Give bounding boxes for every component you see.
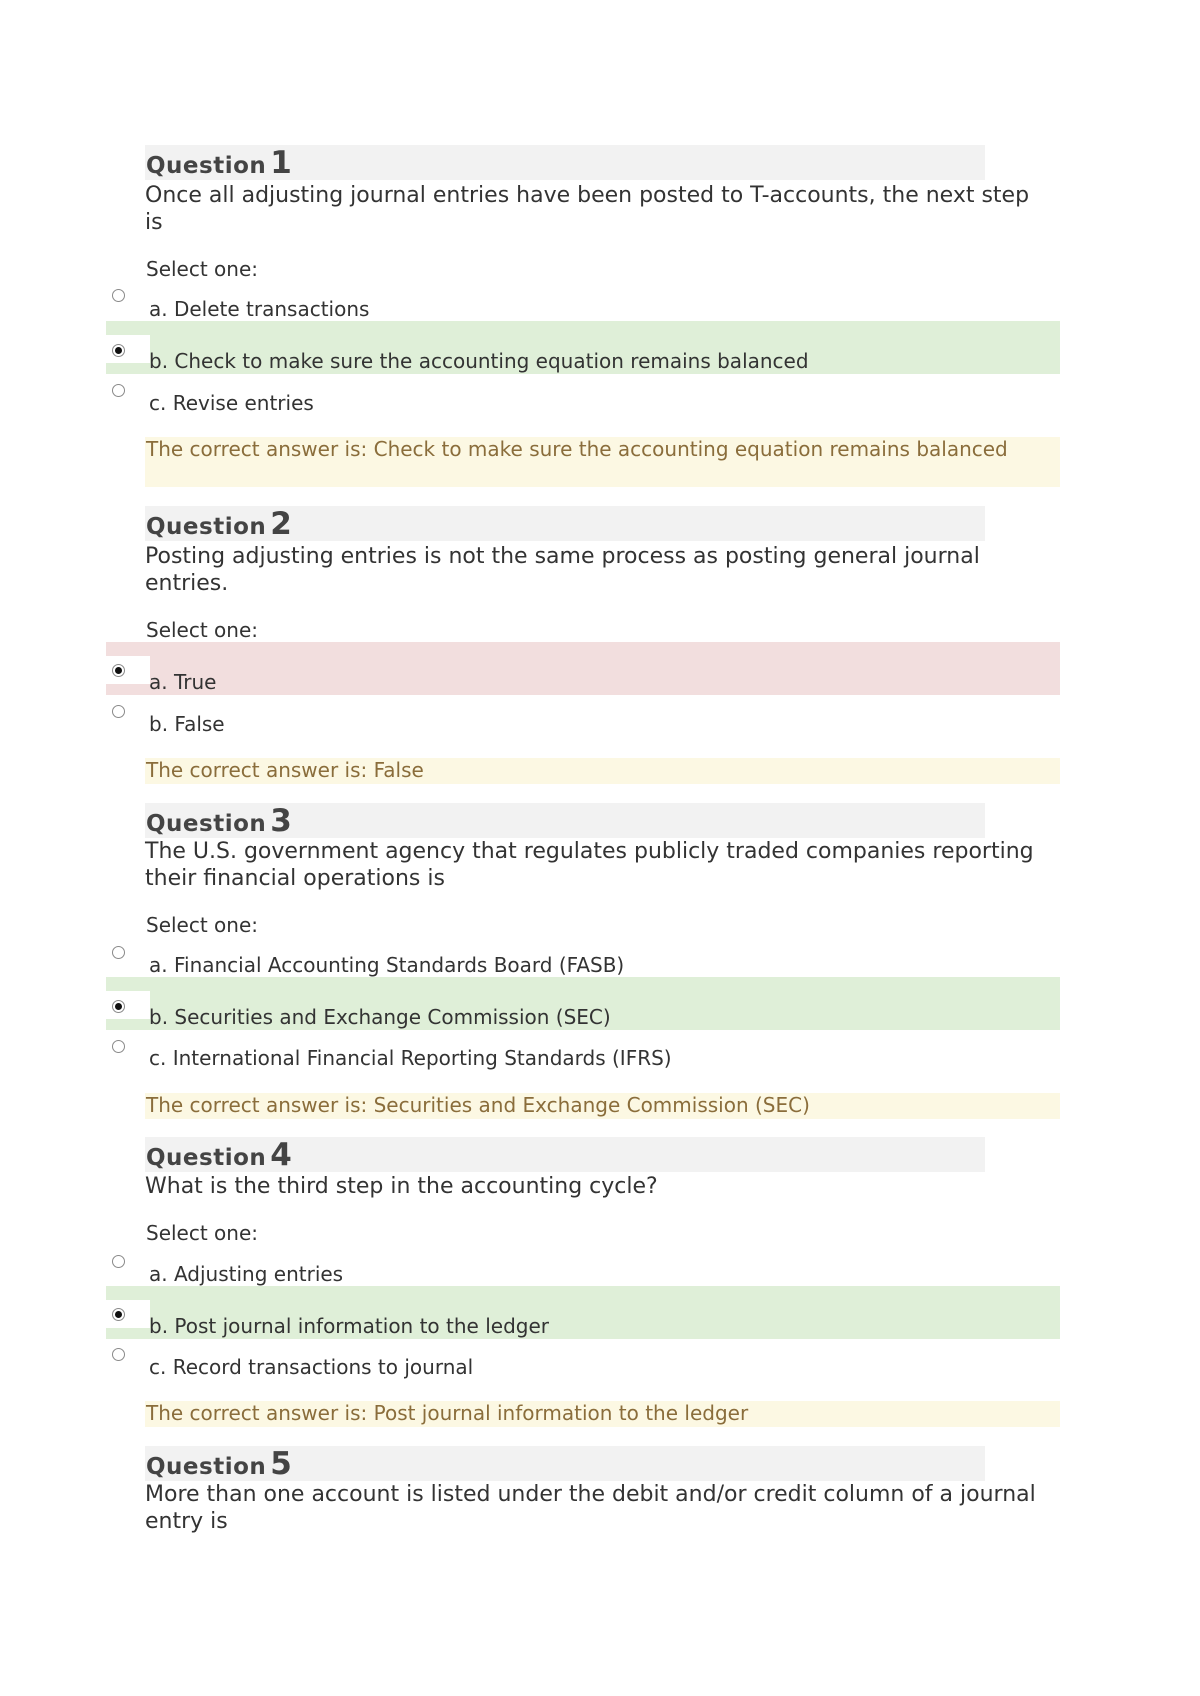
- option-label: b. False: [149, 712, 225, 736]
- question-3-feedback: The correct answer is: Securities and Exchange Commission (SEC): [145, 1093, 1060, 1119]
- radio-button[interactable]: [112, 384, 125, 397]
- radio-selected-dot: [115, 667, 122, 674]
- radio-button[interactable]: [112, 705, 125, 718]
- question-2-text: Posting adjusting entries is not the same process as posting general journal entries.: [145, 544, 980, 596]
- question-2-header: [145, 506, 985, 541]
- question-2-select-label: Select one:: [146, 618, 259, 642]
- radio-button[interactable]: [112, 1348, 125, 1361]
- question-1-select-label: Select one:: [146, 257, 259, 281]
- radio-selected-dot: [115, 347, 122, 354]
- radio-selected-dot: [115, 1003, 122, 1010]
- question-1-text: Once all adjusting journal entries have been posted to T-accounts, the next step is: [145, 183, 1030, 235]
- radio-button[interactable]: [112, 289, 125, 302]
- question-4-feedback: The correct answer is: Post journal information to the ledger: [145, 1401, 1060, 1427]
- question-number: 1: [270, 145, 292, 181]
- option-label: c. International Financial Reporting Standards (IFRS): [149, 1046, 672, 1070]
- question-4-option-b[interactable]: [106, 1286, 1060, 1339]
- option-label: a. Delete transactions: [149, 297, 370, 321]
- radio-button[interactable]: [112, 946, 125, 959]
- question-label: Question: [146, 811, 267, 837]
- option-label: a. Financial Accounting Standards Board (FASB): [149, 953, 625, 977]
- question-4-option-c[interactable]: [106, 1340, 1060, 1393]
- question-label: Question: [146, 153, 267, 179]
- question-5-text: More than one account is listed under the debit and/or credit column of a journal entry is: [145, 1482, 1036, 1534]
- question-1-option-c[interactable]: [106, 375, 1060, 428]
- question-5-header: [145, 1446, 985, 1481]
- radio-button-selected[interactable]: [112, 1308, 125, 1321]
- question-3-option-c[interactable]: [106, 1032, 1060, 1085]
- question-1-header: [145, 145, 985, 180]
- question-2-option-b[interactable]: [106, 697, 1060, 750]
- radio-button[interactable]: [112, 1040, 125, 1053]
- question-4-select-label: Select one:: [146, 1221, 259, 1245]
- question-2-feedback: The correct answer is: False: [145, 758, 1060, 784]
- question-1-feedback: The correct answer is: Check to make sure the accounting equation remains balanced: [145, 437, 1060, 487]
- option-label: a. True: [149, 670, 217, 694]
- question-label: Question: [146, 1454, 267, 1480]
- question-3-header: [145, 803, 985, 838]
- option-label: b. Post journal information to the ledger: [149, 1314, 549, 1338]
- option-label: c. Revise entries: [149, 391, 314, 415]
- question-label: Question: [146, 514, 267, 540]
- option-label: c. Record transactions to journal: [149, 1355, 474, 1379]
- question-number: 3: [270, 803, 292, 839]
- radio-button[interactable]: [112, 1255, 125, 1268]
- radio-button-selected[interactable]: [112, 344, 125, 357]
- radio-button-selected[interactable]: [112, 1000, 125, 1013]
- question-4-header: [145, 1137, 985, 1172]
- option-label: b. Check to make sure the accounting equation remains balanced: [149, 349, 809, 373]
- question-4-text: What is the third step in the accounting cycle?: [145, 1174, 658, 1199]
- radio-selected-dot: [115, 1311, 122, 1318]
- question-1-option-b[interactable]: [106, 321, 1060, 374]
- question-2-option-a[interactable]: [106, 642, 1060, 695]
- option-label: b. Securities and Exchange Commission (SEC): [149, 1005, 611, 1029]
- question-number: 2: [270, 506, 292, 542]
- question-label: Question: [146, 1145, 267, 1171]
- question-3-select-label: Select one:: [146, 913, 259, 937]
- question-3-text: The U.S. government agency that regulates publicly traded companies reporting their financial operations is: [145, 839, 1034, 891]
- radio-button-selected[interactable]: [112, 664, 125, 677]
- question-3-option-b[interactable]: [106, 977, 1060, 1030]
- question-number: 5: [270, 1446, 292, 1482]
- option-label: a. Adjusting entries: [149, 1262, 344, 1286]
- question-number: 4: [270, 1137, 292, 1173]
